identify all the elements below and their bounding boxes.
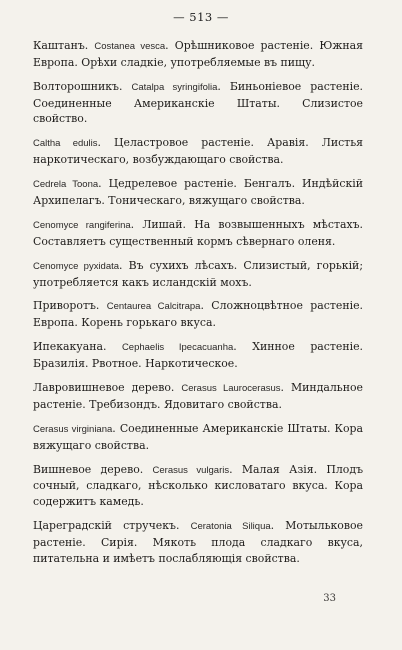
entry-latin-name: Cenomyce pyxidata xyxy=(33,260,120,272)
entry-common-name: Вишневое дерево. xyxy=(33,462,153,476)
entry-description: . Орѣшниковое растеніе. Южная Европа. Орѣхи сладкіе, употребляемые въ пищу. xyxy=(33,39,363,69)
entry-cephaelis-ipecacuanha xyxy=(33,339,363,372)
entry-latin-name: Cerasus Laurocerasus xyxy=(181,383,281,395)
entry-cerasus-virginiana xyxy=(33,421,363,454)
entry-cerasus-laurocerasus xyxy=(33,380,363,413)
entry-latin-name: Catalpa syringifolia xyxy=(131,81,218,93)
entry-description: . Малая Азія. Плодъ сочный, сладкаго, нѣсколько кисловатаго вкуса. Кора содержитъ камедь. xyxy=(33,462,364,509)
entry-description: . Хинное растеніе. Бразилія. Рвотное. Наркотическое. xyxy=(33,340,363,371)
entry-latin-name: Cedrela Toona xyxy=(33,179,99,191)
entry-costanea-vesca xyxy=(33,38,363,71)
page-number: — 513 — xyxy=(173,10,229,24)
entry-common-name: Цареградскій стручекъ. xyxy=(33,519,191,533)
entry-latin-name: Cephaelis Ipecacuanha xyxy=(121,342,234,354)
entry-latin-name: Cenomyce rangiferina xyxy=(33,219,131,231)
entry-latin-name: Caltha edulis xyxy=(33,138,98,150)
entry-cerasus-vulgaris xyxy=(33,462,363,510)
entry-centaurea-calcitrapa xyxy=(33,298,363,331)
entry-latin-name: Cerasus vulgaris xyxy=(152,464,230,476)
entry-description: . Целастровое растеніе. Аравія. Листья наркотическаго, возбуждающаго свойства. xyxy=(33,136,364,167)
entry-latin-name: Centaurea Calcitrapa xyxy=(106,301,201,313)
entry-description: . Въ сухихъ лѣсахъ. Слизистый, горькій; употребляется какъ исландскій мохъ. xyxy=(33,258,363,289)
entry-description: . Лишай. На возвышенныхъ мѣстахъ. Составляетъ существенный кормъ сѣвернаго оленя. xyxy=(33,217,363,248)
entry-description: . Сложноцвѣтное растеніе. Европа. Корень горькаго вкуса. xyxy=(33,299,363,330)
entry-cenomyce-pyxidata xyxy=(33,258,363,291)
entry-common-name: Каштанъ. xyxy=(33,39,95,52)
entry-description: . Мотыльковое растеніе. Сирія. Мякоть плода сладкаго вкуса, питательна и имѣетъ послабляющія свойства. xyxy=(33,519,364,565)
printer-signature-mark: 33 xyxy=(323,593,336,604)
entry-description: . Биньоніевое растеніе. Соединенные Американскіе Штаты. Слизистое свойство. xyxy=(33,79,363,126)
entry-catalpa-syringifolia xyxy=(33,79,363,127)
entry-ceratonia-siliqua xyxy=(33,518,363,566)
entry-latin-name: Costanea vesca xyxy=(94,41,166,52)
entry-description: . Цедрелевое растеніе. Бенгалъ. Индѣйскій Архипелагъ. Тоническаго, вяжущаго свойства. xyxy=(33,177,363,207)
entry-description: . Миндальное растеніе. Требизондъ. Ядовитаго свойства. xyxy=(33,381,364,411)
entry-description: . Соединенные Американскіе Штаты. Кора вяжущаго свойства. xyxy=(33,421,363,452)
entry-list xyxy=(33,38,363,575)
entry-cenomyce-rangiferina xyxy=(33,217,363,250)
entry-common-name: Ипекакуана. xyxy=(33,340,122,354)
entry-latin-name: Ceratonia Siliqua xyxy=(190,521,271,533)
entry-latin-name: Cerasus virginiana xyxy=(33,423,113,435)
entry-common-name: Приворотъ. xyxy=(33,299,107,313)
entry-common-name: Волторошникъ. xyxy=(33,79,132,93)
entry-cedrela-toona xyxy=(33,176,363,209)
entry-caltha-edulis xyxy=(33,135,363,168)
entry-common-name: Лавровишневое дерево. xyxy=(33,381,182,395)
